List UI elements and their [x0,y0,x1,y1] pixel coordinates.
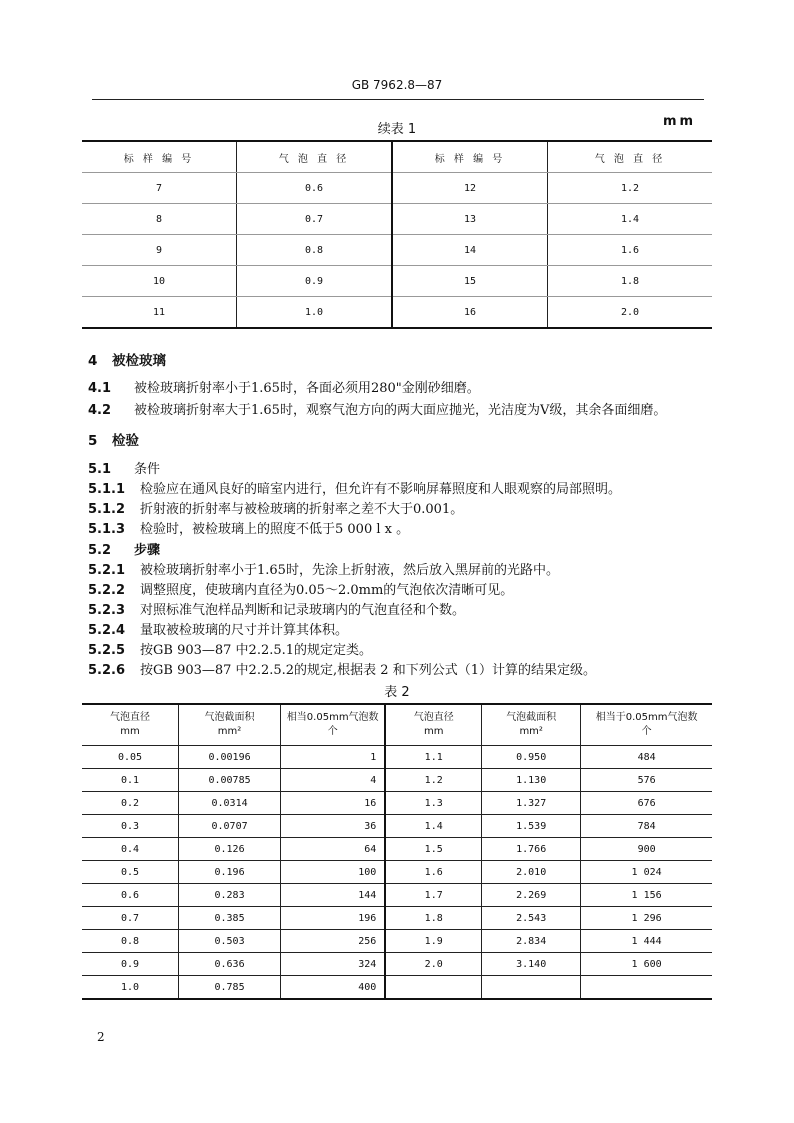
table2-cell: 0.5 [82,861,178,884]
clause-text: 折射液的折射率与被检玻璃的折射率之差不大于0.001。 [140,502,464,517]
table1-header-cell: 标 样 编 号 [82,141,236,173]
clause-text: 步骤 [134,543,161,558]
clause-number: 5.2.2 [88,583,126,598]
table1-cell: 12 [392,173,547,204]
header-line: 气泡截面积 [506,712,557,723]
table2-cell: 1 024 [581,861,712,884]
table1-cell: 0.7 [236,204,392,235]
table2-cell: 100 [281,861,386,884]
table2-row [82,930,712,953]
clause-text: 量取被检玻璃的尺寸并计算其体积。 [140,623,349,638]
table2-cell: 0.385 [178,907,280,930]
table2-cell: 144 [281,884,386,907]
table1-cell: 16 [392,297,547,329]
table2-header-cell [482,704,581,746]
table1-row [82,173,712,204]
table2-cell: 2.010 [482,861,581,884]
header-line: 气泡直径 [109,712,150,723]
table2-cell: 0.1 [82,769,178,792]
table2-cell: 2.543 [482,907,581,930]
table2-row [82,861,712,884]
table2-cell: 2.269 [482,884,581,907]
table1-cell: 1.2 [548,173,713,204]
table2-cell: 1.4 [385,815,481,838]
table2-cell: 0.7 [82,907,178,930]
header-line: 气泡直径 [413,712,454,723]
table2-cell: 1.3 [385,792,481,815]
table2-header-cell [581,704,712,746]
table1-cell: 13 [392,204,547,235]
table2-cell: 64 [281,838,386,861]
table2-cell: 4 [281,769,386,792]
table2 [82,703,712,1000]
clause-number: 5.2.5 [88,643,126,658]
section5-heading [88,429,728,449]
clause-5-2-5 [88,639,728,658]
clause-text: 调整照度，使玻璃内直径为0.05～2.0mm的气泡依次清晰可见。 [140,583,514,598]
clause-number: 5.2 [88,543,112,558]
header-unit: mm² [217,726,242,737]
table2-caption: 表 2 [384,685,410,700]
table2-cell: 1.2 [385,769,481,792]
table2-cell: 0.6 [82,884,178,907]
table2-row [82,976,712,1000]
clause-4-2 [88,399,728,418]
table2-row [82,884,712,907]
table2-cell: 1.766 [482,838,581,861]
clause-number: 5.2.6 [88,663,126,678]
table2-cell: 196 [281,907,386,930]
table2-cell: 0.4 [82,838,178,861]
table2-cell: 0.0314 [178,792,280,815]
clause-number: 5.1.1 [88,482,126,497]
table2-header-row [82,704,712,746]
table1-cell: 10 [82,266,236,297]
clause-4-1 [88,377,728,396]
table1-cell: 7 [82,173,236,204]
header-line: 相当0.05mm气泡数 [286,712,379,723]
table2-cell: 576 [581,769,712,792]
table2-header-cell [178,704,280,746]
table2-cell: 0.2 [82,792,178,815]
clause-number: 5.1 [88,462,112,477]
table2-cell: 0.00196 [178,746,280,769]
clause-text: 按GB 903—87 中2.2.5.2的规定,根据表 2 和下列公式（1）计算的结果定级。 [140,663,596,678]
clause-5-2 [88,539,728,558]
header-unit: mm [120,726,140,737]
clause-5-1-1 [88,478,728,497]
table2-cell: 1 600 [581,953,712,976]
table2-cell: 1.5 [385,838,481,861]
table2-cell: 3.140 [482,953,581,976]
table1-header-row [82,141,712,173]
clause-5-1-2 [88,498,728,517]
table2-cell: 0.05 [82,746,178,769]
header-line: 相当于0.05mm气泡数 [595,712,698,723]
clause-text: 检验应在通风良好的暗室内进行，但允许有不影响屏幕照度和人眼观察的局部照明。 [140,482,622,497]
table1-cell: 1.0 [236,297,392,329]
header-unit: 个 [641,726,652,737]
table1-cell: 2.0 [548,297,713,329]
table1-cell: 1.4 [548,204,713,235]
clause-text: 被检玻璃折射率小于1.65时，各面必须用280"金刚砂细磨。 [134,381,480,396]
table2-cell: 0.196 [178,861,280,884]
table1-cell: 0.8 [236,235,392,266]
table2-cell: 256 [281,930,386,953]
table2-cell: 1.6 [385,861,481,884]
clause-number: 5.1.3 [88,522,126,537]
table2-cell: 2.834 [482,930,581,953]
clause-5-2-4 [88,619,728,638]
clause-text: 按GB 903—87 中2.2.5.1的规定定类。 [140,643,373,658]
table1-header-cell: 标 样 编 号 [392,141,547,173]
table2-cell: 676 [581,792,712,815]
clause-number: 4.1 [88,381,112,396]
table2-cell [385,976,481,1000]
table2-cell: 900 [581,838,712,861]
table1-cell: 8 [82,204,236,235]
table1-row [82,297,712,329]
table1-cell: 14 [392,235,547,266]
table2-cell: 1.327 [482,792,581,815]
table1-row [82,235,712,266]
section-number: 5 [88,433,98,449]
table2-cell: 1 [281,746,386,769]
table2-header-cell [385,704,481,746]
table2-cell: 1.1 [385,746,481,769]
table2-header-cell [281,704,386,746]
table2-cell: 784 [581,815,712,838]
clause-text: 检验时，被检玻璃上的照度不低于5 000 l x 。 [140,522,410,537]
table1-unit: mm [663,114,697,129]
table2-cell: 0.950 [482,746,581,769]
header-line: 气泡截面积 [204,712,255,723]
table2-row [82,792,712,815]
clause-5-2-3 [88,599,728,618]
table2-row [82,907,712,930]
table2-cell: 400 [281,976,386,1000]
clause-text: 条件 [134,462,161,477]
clause-number: 5.2.3 [88,603,126,618]
table2-cell: 0.3 [82,815,178,838]
table1-caption: 续表 1 [377,122,417,137]
header-unit: mm² [519,726,543,737]
clause-number: 5.1.2 [88,502,126,517]
clause-number: 5.2.4 [88,623,126,638]
table1-cell: 1.6 [548,235,713,266]
clause-5-2-1 [88,559,728,578]
header-unit: mm [423,726,444,737]
table2-cell: 0.785 [178,976,280,1000]
section-title: 检验 [112,433,139,449]
table2-cell: 0.503 [178,930,280,953]
table2-cell: 1.130 [482,769,581,792]
table2-header-cell [82,704,178,746]
table2-cell [482,976,581,1000]
clause-number: 5.2.1 [88,563,126,578]
table1 [82,140,712,329]
table1-cell: 1.8 [548,266,713,297]
table1-cell: 0.9 [236,266,392,297]
table2-cell: 1.539 [482,815,581,838]
table2-cell: 16 [281,792,386,815]
clause-5-2-6 [88,659,728,678]
clause-5-1 [88,458,728,477]
table1-row [82,204,712,235]
table2-cell: 1 444 [581,930,712,953]
table2-cell: 2.0 [385,953,481,976]
table2-cell: 0.636 [178,953,280,976]
clause-text: 对照标准气泡样品判断和记录玻璃内的气泡直径和个数。 [140,603,466,618]
table2-cell: 1.8 [385,907,481,930]
table2-row [82,953,712,976]
clause-number: 4.2 [88,403,112,418]
section4-heading [88,349,728,369]
table2-row [82,769,712,792]
table2-cell: 36 [281,815,386,838]
table2-cell: 0.283 [178,884,280,907]
table1-cell: 15 [392,266,547,297]
document-header: GB 7962.8—87 [351,78,443,92]
table2-cell: 0.8 [82,930,178,953]
clause-5-2-2 [88,579,728,598]
table2-cell: 0.00785 [178,769,280,792]
table2-cell: 0.126 [178,838,280,861]
table1-cell: 11 [82,297,236,329]
section-title: 被检玻璃 [112,353,166,369]
table2-row [82,815,712,838]
clause-text: 被检玻璃折射率大于1.65时，观察气泡方向的两大面应抛光，光洁度为Ⅴ级，其余各面细磨。 [134,403,667,418]
table2-row [82,746,712,769]
table1-cell: 9 [82,235,236,266]
header-unit: 个 [327,726,338,737]
section-number: 4 [88,353,98,369]
table2-row [82,838,712,861]
table1-cell: 0.6 [236,173,392,204]
table2-cell: 1 296 [581,907,712,930]
table2-cell: 0.0707 [178,815,280,838]
header-rule [92,99,704,100]
table2-cell: 484 [581,746,712,769]
clause-5-1-3 [88,518,728,537]
table1-row [82,266,712,297]
table2-cell: 1.0 [82,976,178,1000]
table2-cell: 1.7 [385,884,481,907]
table2-cell: 1.9 [385,930,481,953]
table1-header-cell: 气 泡 直 径 [548,141,713,173]
table2-cell [581,976,712,1000]
table2-cell: 1 156 [581,884,712,907]
table1-header-cell: 气 泡 直 径 [236,141,392,173]
table2-cell: 0.9 [82,953,178,976]
page-number: 2 [97,1030,105,1044]
clause-text: 被检玻璃折射率小于1.65时，先涂上折射液，然后放入黑屏前的光路中。 [140,563,559,578]
table2-cell: 324 [281,953,386,976]
